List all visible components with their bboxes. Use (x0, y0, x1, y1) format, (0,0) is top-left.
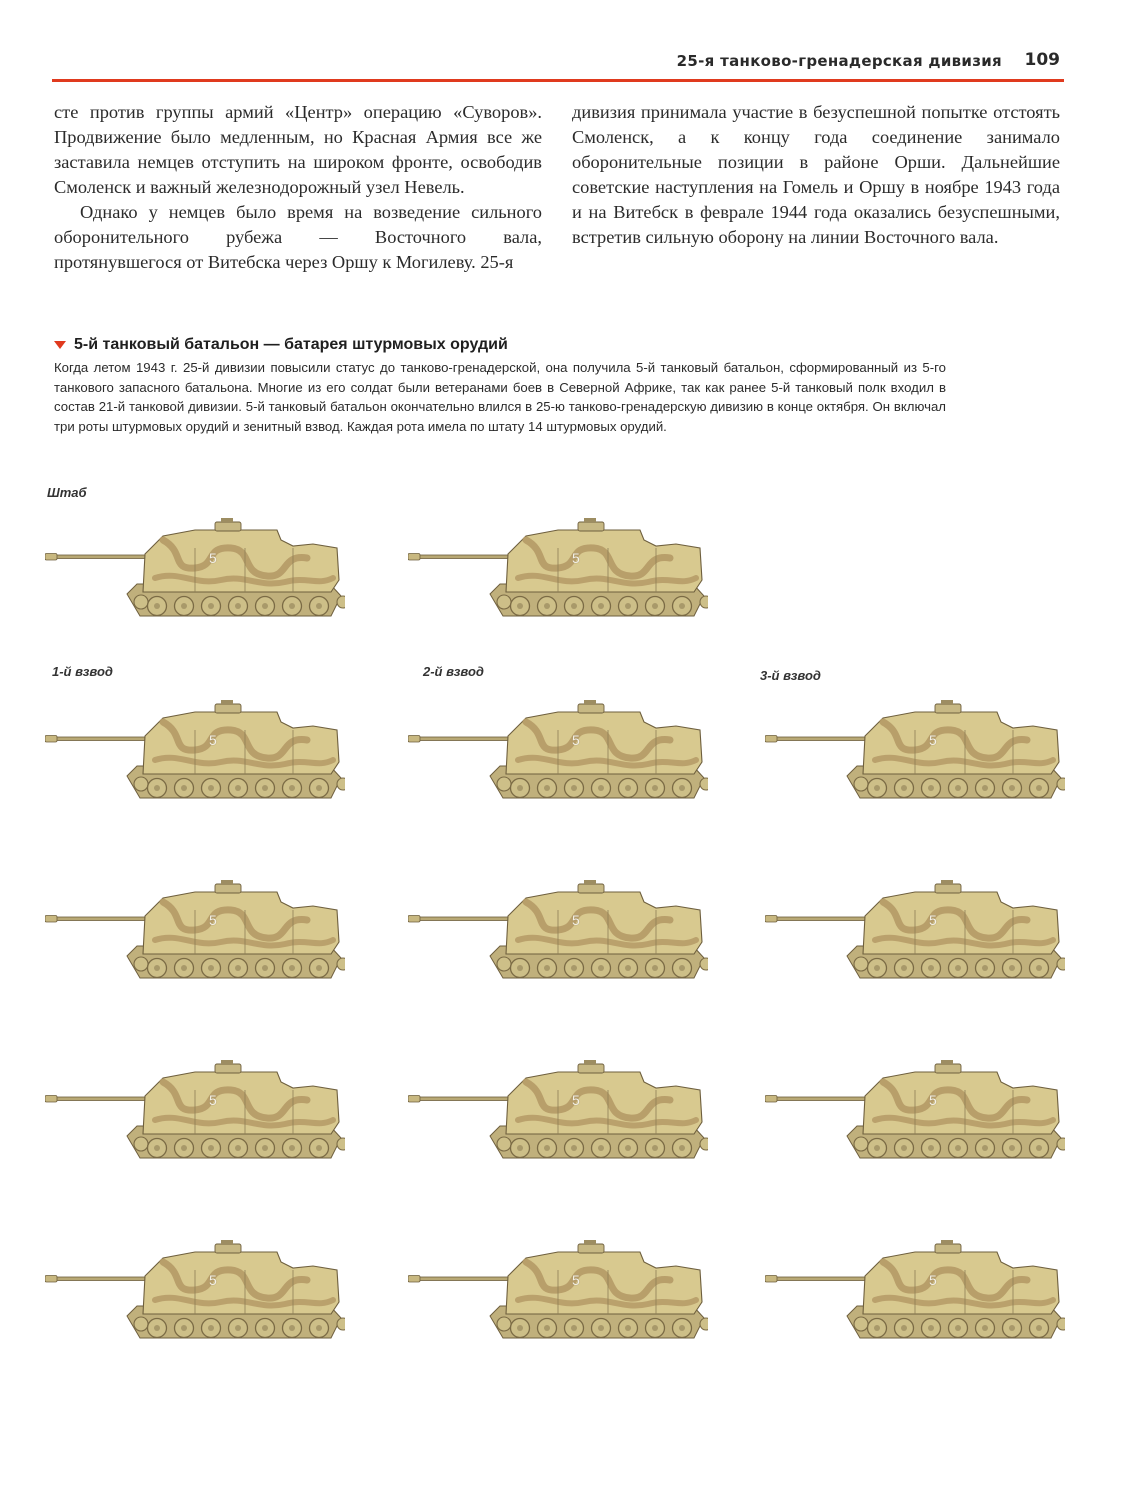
vehicle-number: 5 (209, 1092, 217, 1108)
assault-gun-illustration (765, 700, 1065, 805)
group-label-hq: Штаб (47, 485, 87, 500)
vehicle-number: 5 (572, 550, 580, 566)
section-heading (54, 336, 954, 354)
vehicle-number: 5 (209, 550, 217, 566)
text-column-left (54, 100, 542, 275)
vehicle-number: 5 (209, 732, 217, 748)
assault-gun-illustration (765, 880, 1065, 985)
paragraph: Однако у немцев было время на возведение сильного оборонительного рубежа — Восточного вала, протянувшегося от Витебска через Оршу к Могилеву. 25-я (54, 202, 542, 272)
assault-gun-illustration (408, 518, 708, 623)
running-header-title: 25-я танково-гренадерская дивизия (676, 52, 1002, 70)
page-number: 109 (1024, 50, 1060, 70)
group-label-platoon-2: 2-й взвод (423, 664, 484, 679)
assault-gun-illustration (45, 518, 345, 623)
paragraph: дивизия принимала участие в безуспешной попытке отстоять Смоленск, а к концу года соединение занимало оборонительные позиции в районе Орши. Дальнейшие советские наступления на Гомель и Оршу в ноябре 1943 года и на Витебск в феврале 1944 года оказались безуспешными, встретив сильную оборону на линии Восточного вала. (572, 102, 1060, 247)
assault-gun-illustration (45, 880, 345, 985)
running-header (52, 46, 1064, 76)
assault-gun-illustration (408, 1060, 708, 1165)
paragraph: сте против группы армий «Центр» операцию «Суворов». Продвижение было медленным, но Красная Армия все же заставила немцев отступить на широком фронте, освободив Смоленск и важный железнодорожный узел Невель. (54, 102, 542, 197)
section-caption: Когда летом 1943 г. 25-й дивизии повысили статус до танково-гренадерской, она получила 5-й танковый батальон, сформированный из 5-го танкового запасного батальона. Многие из его солдат были ветеранами боев в Северной Африке, так как ранее 5-й танковый полк входил в состав 21-й танковой дивизии. 5-й танковый батальон окончательно влился в 25-ю танково-гренадерскую дивизию в конце октября. Он включал три роты штурмовых орудий и зенитный взвод. Каждая рота имела по штату 14 штурмовых орудий. (54, 360, 946, 434)
vehicle-number: 5 (929, 1272, 937, 1288)
vehicle-number: 5 (572, 1092, 580, 1108)
text-column-right (572, 100, 1060, 250)
assault-gun-illustration (408, 1240, 708, 1345)
illustration-section (54, 336, 954, 436)
vehicle-number: 5 (209, 912, 217, 928)
assault-gun-illustration (765, 1060, 1065, 1165)
group-label-platoon-1: 1-й взвод (52, 664, 113, 679)
section-heading-text: 5-й танковый батальон — батарея штурмовых орудий (74, 336, 508, 353)
assault-gun-illustration (45, 700, 345, 805)
triangle-bullet-icon (54, 341, 66, 349)
vehicle-number: 5 (209, 1272, 217, 1288)
assault-gun-illustration (45, 1060, 345, 1165)
group-label-platoon-3: 3-й взвод (760, 668, 821, 683)
assault-gun-illustration (45, 1240, 345, 1345)
header-rule (52, 79, 1064, 82)
vehicle-number: 5 (572, 732, 580, 748)
vehicle-number: 5 (929, 732, 937, 748)
assault-gun-illustration (765, 1240, 1065, 1345)
vehicle-number: 5 (929, 1092, 937, 1108)
assault-gun-illustration (408, 700, 708, 805)
vehicle-number: 5 (572, 1272, 580, 1288)
assault-gun-illustration (408, 880, 708, 985)
vehicle-number: 5 (929, 912, 937, 928)
vehicle-number: 5 (572, 912, 580, 928)
